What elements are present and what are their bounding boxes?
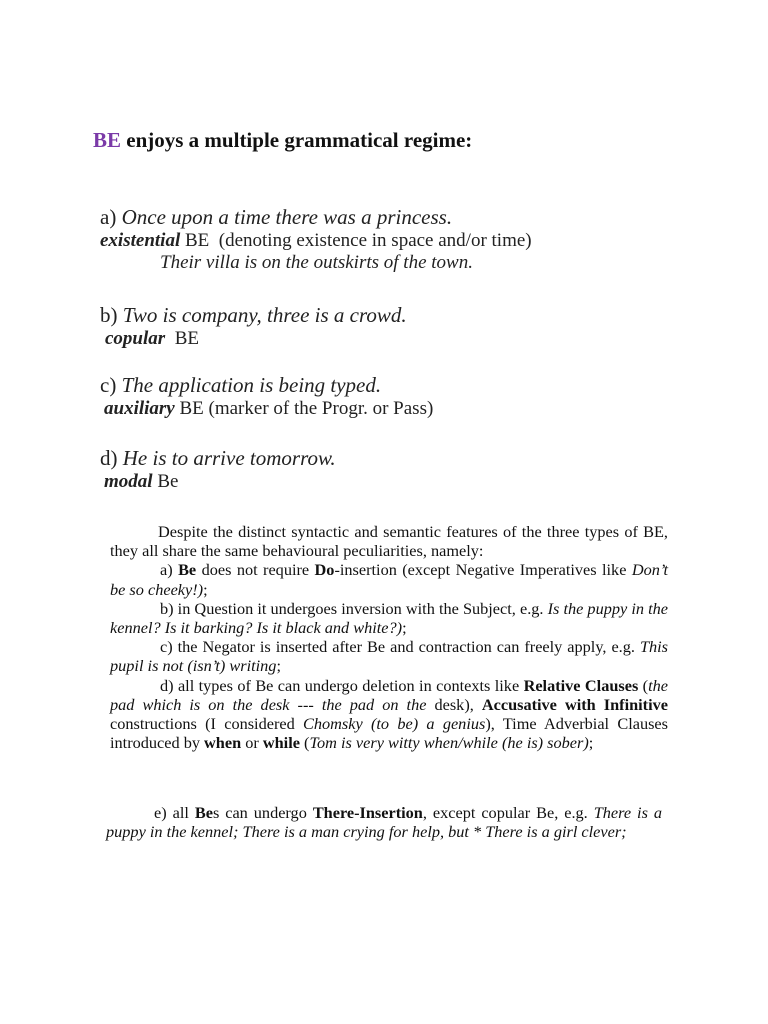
example-b — [100, 303, 407, 350]
point-e: e) all Bes can undergo There-Insertion, except copular Be, e.g. There is a puppy in the kennel; There is a man crying for help, but * There is a girl clever; — [106, 803, 663, 842]
be-note: (marker of the Progr. or Pass) — [208, 398, 434, 419]
example-marker: c) — [100, 373, 117, 397]
be-type-label: existential — [100, 230, 181, 251]
example-a — [100, 205, 532, 274]
example-sentence: Once upon a time there was a princess. — [121, 205, 453, 229]
heading-rest: enjoys a multiple grammatical regime: — [121, 128, 473, 152]
example-c — [100, 373, 433, 420]
example-sentence: The application is being typed. — [121, 373, 382, 397]
example-marker: d) — [100, 446, 118, 470]
heading-be: BE — [93, 128, 122, 152]
page-heading — [93, 128, 472, 153]
example-extra-sentence: Their villa is on the outskirts of the town. — [160, 252, 473, 273]
point-a: a) Be does not require Do-insertion (except Negative Imperatives like Don’t be so cheeky!); — [110, 560, 669, 599]
be-label: BE — [179, 398, 204, 419]
be-note: (denoting existence in space and/or time) — [218, 230, 532, 251]
point-c: c) the Negator is inserted after Be and contraction can freely apply, e.g. This pupil is not (isn’t) writing; — [110, 637, 668, 676]
be-label: BE — [174, 328, 199, 349]
example-marker: b) — [100, 303, 118, 327]
be-type-label: auxiliary — [104, 398, 175, 419]
point-e-paragraph — [106, 803, 662, 841]
intro-text: Despite the distinct syntactic and semantic features of the three types of BE, they all share the same behavioural peculiarities, namely: — [110, 522, 668, 561]
be-label: Be — [157, 471, 179, 492]
example-sentence: He is to arrive tomorrow. — [122, 446, 336, 470]
point-d: d) all types of Be can undergo deletion in contexts like Relative Clauses (the pad which is on the desk --- the pad on the desk), Accusative with Infinitive constructions (I considered Chomsky (to be) a genius), Time Adverbial Clauses introduced by when or while (Tom is very witty when/while (he is) sober); — [110, 675, 668, 753]
be-type-label: modal — [104, 471, 153, 492]
example-sentence: Two is company, three is a crowd. — [122, 303, 407, 327]
example-marker: a) — [100, 205, 117, 229]
be-type-label: copular — [105, 328, 166, 349]
point-b: b) in Question it undergoes inversion with the Subject, e.g. Is the puppy in the kennel? Is it barking? Is it black and white?); — [110, 598, 668, 638]
peculiarities-paragraph — [110, 522, 668, 752]
example-d — [100, 446, 336, 493]
be-label: BE — [184, 230, 210, 251]
